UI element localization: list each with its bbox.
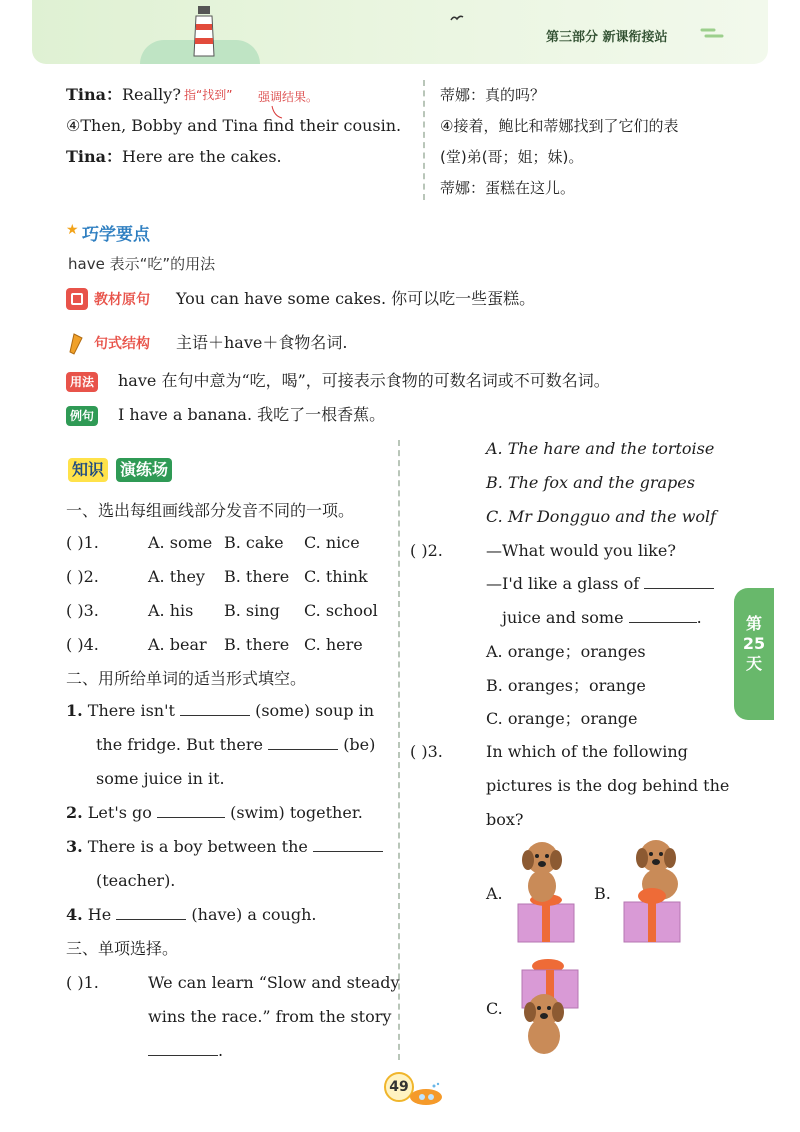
s2-q1-line3: some juice in it. (96, 769, 225, 788)
text: Let's go (87, 803, 152, 822)
dialogue-line-2: ④Then, Bobby and Tina find their cousin. (66, 116, 402, 135)
q1-option-a: A. The hare and the tortoise (486, 439, 715, 458)
text: There is a boy between the (87, 837, 308, 856)
header-title: 第三部分 新课衔接站 (546, 30, 668, 45)
q2-line1: —What would you like? (486, 541, 676, 560)
answer-blank[interactable] (180, 700, 250, 716)
s3-q1-line3 (148, 1040, 223, 1062)
s3-q1-line2: wins the race.” from the story (148, 1007, 392, 1026)
section1-opt-c-4: C. here (304, 635, 363, 654)
structure-text: 主语＋have＋食物名词. (176, 333, 348, 352)
q3-num: ( )3. (410, 742, 443, 761)
annotation-result: 强调结果。 (258, 90, 319, 104)
section2-title: 二、用所给单词的适当形式填空。 (66, 669, 307, 688)
book-icon (66, 288, 88, 310)
text: juice and some (502, 608, 624, 627)
text: (have) a cough. (191, 905, 317, 924)
dialogue-text: Really? (122, 85, 181, 104)
pencil-icon (68, 332, 86, 356)
day-side-tab (734, 588, 774, 720)
speaker: Tina： (66, 85, 122, 104)
answer-blank[interactable] (268, 734, 338, 750)
section1-num-3: ( )3. (66, 601, 99, 620)
q2-num: ( )2. (410, 541, 443, 560)
tab-number: 25 (742, 634, 766, 653)
key-points-subtitle: have 表示“吃”的用法 (68, 255, 216, 273)
q2-line3 (502, 607, 702, 629)
s3-q1-line1: We can learn “Slow and steady (148, 973, 400, 992)
page-number: 49 (389, 1079, 409, 1095)
translation-line-4: 蒂娜：蛋糕在这儿。 (440, 179, 576, 197)
dog-in-front-of-box-picture[interactable] (514, 958, 586, 1062)
section1-opt-a-4: A. bear (148, 635, 207, 654)
dialogue-line-3 (66, 146, 282, 168)
column-divider (423, 80, 425, 200)
text: (be) (343, 735, 376, 754)
q3-line1: In which of the following (486, 742, 688, 761)
original-tag: 教材原句 (94, 292, 150, 308)
pic-a-label: A. (486, 884, 503, 903)
q1-option-c: C. Mr Dongguo and the wolf (486, 507, 717, 526)
question-number: 1. (66, 701, 83, 720)
section1-opt-b-2: B. there (224, 567, 290, 586)
star-icon: ★ (66, 222, 79, 238)
key-points-title: 巧学要点 (82, 225, 150, 245)
section1-opt-a-3: A. his (148, 601, 194, 620)
section1-num-1: ( )1. (66, 533, 99, 552)
bird-icon (450, 14, 464, 24)
q3-line3: box? (486, 810, 524, 829)
practice-badge-1: 知识 (68, 458, 108, 482)
question-number: 4. (66, 905, 83, 924)
translation-line-1: 蒂娜：真的吗？ (440, 86, 546, 104)
dog-on-box-picture[interactable] (512, 838, 578, 946)
dog-behind-box-picture[interactable] (620, 838, 692, 946)
translation-line-2: ④接着，鲍比和蒂娜找到了它们的表 (440, 117, 679, 135)
squiggle-icon (700, 22, 724, 42)
practice-badge-2: 演练场 (116, 458, 172, 482)
usage-text: have 在句中意为“吃，喝”，可接表示食物的可数名词或不可数名词。 (118, 371, 610, 390)
section1-opt-c-2: C. think (304, 567, 368, 586)
text: (some) soup in (255, 701, 375, 720)
structure-tag: 句式结构 (94, 336, 150, 352)
section1-opt-c-3: C. school (304, 601, 378, 620)
question-number: 3. (66, 837, 83, 856)
s2-q3-line1 (66, 836, 383, 858)
answer-blank[interactable] (644, 573, 714, 589)
section1-num-4: ( )4. (66, 635, 99, 654)
question-number: 2. (66, 803, 83, 822)
s2-q2 (66, 802, 363, 824)
annotation-find: 指“找到” (184, 88, 233, 102)
text: —I'd like a glass of (486, 574, 640, 593)
q1-option-b: B. The fox and the grapes (486, 473, 695, 492)
q2-option-a: A. orange；oranges (486, 642, 646, 661)
text: . (218, 1041, 224, 1060)
section1-opt-b-3: B. sing (224, 601, 280, 620)
text: He (87, 905, 112, 924)
q2-option-c: C. orange；orange (486, 709, 638, 728)
tab-text: 天 (745, 654, 762, 673)
answer-blank[interactable] (116, 904, 186, 920)
original-sentence: You can have some cakes. 你可以吃一些蛋糕。 (176, 289, 536, 308)
example-text: I have a banana. 我吃了一根香蕉。 (118, 405, 386, 424)
section3-title: 三、单项选择。 (66, 939, 179, 958)
answer-blank[interactable] (313, 836, 383, 852)
text: . (696, 608, 702, 627)
text: (swim) together. (230, 803, 363, 822)
lighthouse-icon (190, 6, 218, 58)
answer-blank[interactable] (629, 607, 697, 623)
q2-line2 (486, 573, 714, 595)
speaker: Tina： (66, 147, 122, 166)
section1-opt-b-1: B. cake (224, 533, 284, 552)
tab-text: 第 (745, 614, 762, 633)
submarine-icon (404, 1082, 444, 1108)
pic-b-label: B. (594, 884, 611, 903)
dialogue-line-1 (66, 84, 181, 106)
example-tag: 例句 (66, 406, 98, 426)
q3-line2: pictures is the dog behind the (486, 776, 730, 795)
q2-option-b: B. oranges；orange (486, 676, 646, 695)
s2-q1-line1 (66, 700, 374, 722)
text: the fridge. But there (96, 735, 263, 754)
s3-q1-num: ( )1. (66, 973, 99, 992)
pic-c-label: C. (486, 999, 503, 1018)
usage-tag: 用法 (66, 372, 98, 392)
section1-opt-b-4: B. there (224, 635, 290, 654)
s2-q4 (66, 904, 316, 926)
translation-line-3: (堂)弟(哥；姐；妹)。 (440, 148, 584, 166)
answer-blank[interactable] (157, 802, 225, 818)
column-divider-2 (398, 440, 400, 1060)
dialogue-text: Here are the cakes. (122, 147, 282, 166)
section1-opt-a-2: A. they (148, 567, 205, 586)
s2-q3-line2: (teacher). (96, 871, 176, 890)
section1-opt-c-1: C. nice (304, 533, 360, 552)
answer-blank[interactable] (148, 1040, 218, 1056)
section1-opt-a-1: A. some (148, 533, 213, 552)
s2-q1-line2 (96, 734, 375, 756)
section1-num-2: ( )2. (66, 567, 99, 586)
section1-title: 一、选出每组画线部分发音不同的一项。 (66, 501, 355, 520)
text: There isn't (87, 701, 175, 720)
